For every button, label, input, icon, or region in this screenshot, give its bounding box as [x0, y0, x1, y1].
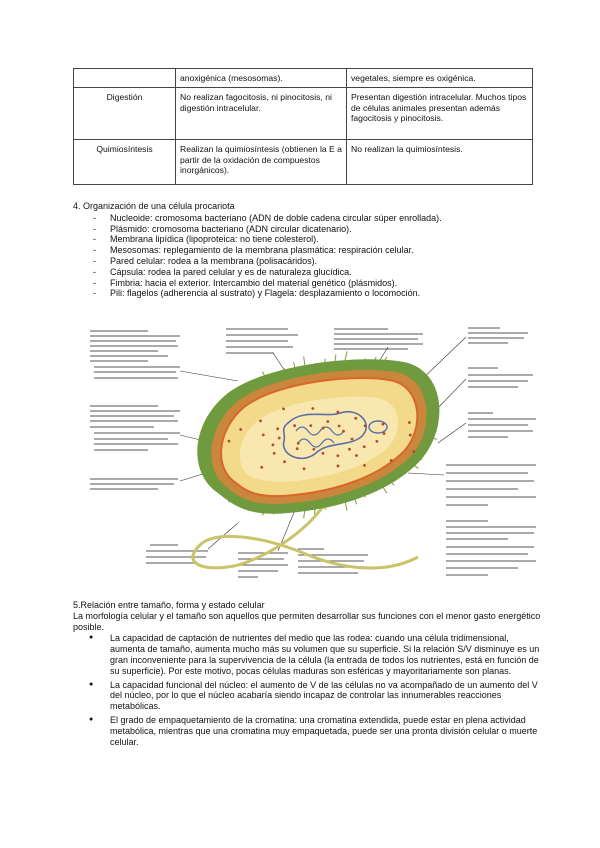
ribosome — [342, 430, 345, 433]
table-cell-prokaryote: Realizan la quimiosíntesis (obtienen la E a partir de la oxidación de compuestos inorgánicos). — [176, 140, 347, 185]
list-item: - Membrana lipídica (lipoproteica: no tiene colesterol). — [73, 234, 543, 245]
table-cell-label: Digestión — [74, 88, 176, 140]
list-item: - Plásmido: cromosoma bacteriano (ADN circular dicatenario). — [73, 224, 543, 235]
ribosome — [390, 459, 393, 462]
ribosome — [364, 424, 367, 427]
ribosome — [239, 428, 242, 431]
ribosome — [348, 448, 351, 451]
section-5 — [73, 600, 543, 750]
ribosome — [260, 466, 263, 469]
table-cell-eukaryote: No realizan la quimiosíntesis. — [347, 140, 533, 185]
ribosome — [259, 420, 262, 423]
ribosome — [282, 407, 285, 410]
section-5-list — [73, 633, 543, 747]
ribosome — [228, 440, 231, 443]
bullet-item: ● El grado de empaquetamiento de la cromatina: una cromatina extendida, puede estar en plena actividad metabólica, mientras que una cromatina muy empaquetada, puede ser una pronta división celular o muerte celular. — [73, 715, 543, 747]
section-5-heading: 5.Relación entre tamaño, forma y estado celular — [73, 600, 265, 610]
ribosome — [309, 424, 312, 427]
comparison-table — [73, 68, 533, 185]
table-row — [74, 88, 533, 140]
annotation-top-left — [90, 331, 180, 378]
annotation-top-right — [334, 329, 423, 349]
table-row — [74, 140, 533, 185]
ribosome — [363, 464, 366, 467]
list-item: - Pared celular: rodea a la membrana (polisacáridos). — [73, 256, 543, 267]
ribosome — [322, 452, 325, 455]
prokaryotic-cell-illustration — [88, 323, 540, 580]
annotation-mid-left — [90, 406, 180, 450]
section-5-intro: La morfología celular y el tamaño son aquellos que permiten desarrollar sus funciones con el menor gasto energético posible. — [73, 610, 541, 632]
list-item: - Nucleoide: cromosoma bacteriano (ADN de doble cadena circular súper enrollada). — [73, 213, 543, 224]
table-cell-prokaryote: No realizan fagocitosis, ni pinocitosis, ni digestión intracelular. — [176, 88, 347, 140]
section-4-list — [73, 213, 543, 299]
table-cell-label — [74, 69, 176, 88]
ribosome — [409, 434, 412, 437]
section-4-heading: 4. Organización de una célula procariota — [73, 201, 235, 211]
ribosome — [312, 448, 315, 451]
list-item: - Fimbria: hacia el exterior. Intercambio del material genético (plásmidos). — [73, 278, 543, 289]
table-row — [74, 69, 533, 88]
list-item: - Cápsula: rodea la pared celular y es de naturaleza glucídica. — [73, 267, 543, 278]
ribosome — [337, 465, 340, 468]
list-item: - Pili: flagelos (adherencia al sustrato) y Flagela: desplazamiento o locomoción. — [73, 288, 543, 299]
ribosome — [351, 438, 354, 441]
ribosome — [338, 425, 341, 428]
ribosome — [375, 440, 378, 443]
ribosome — [336, 411, 339, 414]
ribosome — [381, 423, 384, 426]
ribosome — [355, 454, 358, 457]
ribosome — [363, 445, 366, 448]
ribosome — [278, 437, 281, 440]
ribosome — [296, 447, 299, 450]
ribosome — [322, 427, 325, 430]
table-cell-label: Quimiosíntesis — [74, 140, 176, 185]
ribosome — [326, 420, 329, 423]
ribosome — [412, 450, 415, 453]
ribosome — [383, 432, 386, 435]
ribosome — [354, 417, 357, 420]
ribosome — [272, 444, 275, 447]
annotation-top-center — [226, 329, 298, 353]
table-cell-eukaryote: Presentan digestión intracelular. Muchos tipos de células animales presentan además fagocitosis y pinocitosis. — [347, 88, 533, 140]
ribosome — [262, 433, 265, 436]
ribosome — [303, 467, 306, 470]
bullet-item: ● La capacidad de captación de nutrientes del medio que las rodea: cuando una célula tridimensional, aumenta de tamaño, aumenta mucho más su volumen que su superficie. Si la relación S/V disminuye es un gran inconveniente para la supervivencia de la célula (la entrada de todos los nutrientes, está en función de su superficie). Por este motivo, pocas células maduras son esféricas y mayoritariamente son planas. — [73, 633, 543, 676]
ribosome — [336, 454, 339, 457]
annotation-low-left — [90, 479, 178, 489]
bullet-item: ● La capacidad funcional del núcleo: el aumento de V de las células no va acompañado de un aumento del V del núcleo, por lo que el núcleo acabaría siendo incapaz de controlar las innumerables reacciones metabólicas. — [73, 680, 543, 712]
ribosome — [283, 460, 286, 463]
ribosome — [311, 407, 314, 410]
table-cell-eukaryote: vegetales, siempre es oxigénica. — [347, 69, 533, 88]
list-item: - Mesosomas: replegamiento de la membrana plasmática: respiración celular. — [73, 245, 543, 256]
ribosome — [297, 442, 300, 445]
ribosome — [293, 424, 296, 427]
section-4 — [73, 201, 543, 299]
table-cell-prokaryote: anoxigénica (mesosomas). — [176, 69, 347, 88]
ribosome — [408, 421, 411, 424]
annotation-far-right — [446, 328, 536, 575]
ribosome — [276, 427, 279, 430]
ribosome — [273, 452, 276, 455]
